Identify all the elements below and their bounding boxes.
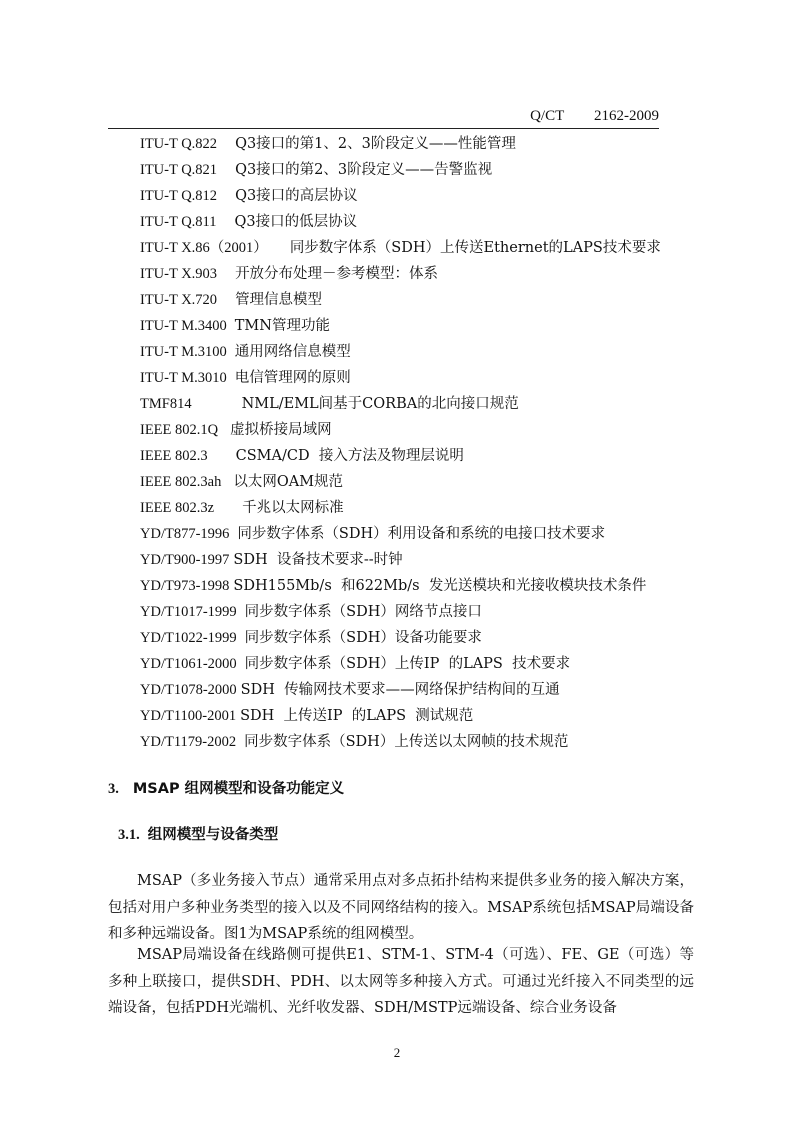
reference-id: YD/T1100-2001	[140, 708, 237, 724]
reference-item	[140, 417, 720, 443]
reference-item	[140, 183, 720, 209]
reference-item	[140, 677, 720, 703]
reference-title: 同步数字体系（SDH）利用设备和系统的电接口技术要求	[237, 526, 606, 542]
reference-id: ITU-T Q.821	[140, 162, 218, 178]
reference-item	[140, 365, 720, 391]
reference-item	[140, 235, 720, 261]
reference-id: ITU-T M.3010	[140, 370, 227, 386]
reference-id: ITU-T Q.811	[140, 214, 217, 230]
reference-title: Q3接口的第1、2、3阶段定义——性能管理	[235, 136, 516, 152]
reference-id: IEEE 802.3ah	[140, 474, 222, 490]
reference-title: CSMA/CD 接入方法及物理层说明	[235, 448, 464, 464]
reference-title: 以太网OAM规范	[233, 474, 344, 490]
reference-item	[140, 287, 720, 313]
reference-id: ITU-T X.720	[140, 292, 218, 308]
reference-id: YD/T900-1997	[140, 552, 230, 568]
reference-title: 同步数字体系（SDH）上传送Ethernet的LAPS技术要求	[289, 240, 661, 256]
reference-title: SDH 设备技术要求--时钟	[233, 552, 403, 568]
reference-title: SDH155Mb/s 和622Mb/s 发光送模块和光接收模块技术条件	[233, 578, 647, 594]
reference-id: IEEE 802.3	[140, 448, 208, 464]
reference-title: SDH 传输网技术要求——网络保护结构间的互通	[240, 682, 560, 698]
section-3-title: MSAP 组网模型和设备功能定义	[132, 781, 345, 797]
standard-code: Q/CT 2162-2009	[530, 108, 659, 124]
reference-item	[140, 339, 720, 365]
reference-item	[140, 703, 720, 729]
reference-id: ITU-T Q.822	[140, 136, 218, 152]
reference-item	[140, 131, 720, 157]
reference-title: SDH 上传送IP 的LAPS 测试规范	[240, 708, 474, 724]
section-3-number: 3.	[108, 781, 119, 797]
reference-id: ITU-T X.86（2001）	[140, 240, 268, 256]
reference-title: Q3接口的低层协议	[234, 214, 358, 230]
reference-title: 虚拟桥接局域网	[230, 422, 332, 438]
reference-item	[140, 547, 720, 573]
reference-item	[140, 209, 720, 235]
reference-item	[140, 521, 720, 547]
reference-item	[140, 625, 720, 651]
reference-id: YD/T1017-1999	[140, 604, 237, 620]
reference-id: ITU-T M.3400	[140, 318, 227, 334]
reference-item	[140, 391, 720, 417]
reference-item	[140, 443, 720, 469]
page-number: 2	[393, 1045, 401, 1060]
reference-title: 通用网络信息模型	[234, 344, 351, 360]
reference-title: 同步数字体系（SDH）网络节点接口	[244, 604, 482, 620]
reference-id: YD/T973-1998	[140, 578, 230, 594]
paragraph-1: MSAP（多业务接入节点）通常采用点对多点拓扑结构来提供多业务的接入解决方案，包括对用户多种业务类型的接入以及不同网络结构的接入。MSAP系统包括MSAP局端设备和多种远端设备。图1为MSAP系统的组网模型。	[108, 873, 694, 942]
reference-id: ITU-T Q.812	[140, 188, 218, 204]
reference-id: TMF814	[140, 396, 192, 412]
reference-title: 管理信息模型	[235, 292, 323, 308]
reference-title: 同步数字体系（SDH）上传IP 的LAPS 技术要求	[244, 656, 571, 672]
section-3-1-title: 组网模型与设备类型	[147, 827, 279, 843]
section-3-heading	[108, 777, 344, 798]
reference-item	[140, 469, 720, 495]
reference-title: 电信管理网的原则	[234, 370, 351, 386]
reference-item	[140, 599, 720, 625]
reference-id: YD/T1022-1999	[140, 630, 237, 646]
reference-title: 开放分布处理－参考模型：体系	[235, 266, 439, 282]
paragraph-2: MSAP局端设备在线路侧可提供E1、STM-1、STM-4（可选）、FE、GE（可选）等多种上联接口，提供SDH、PDH、以太网等多种接入方式。可通过光纤接入不同类型的远端设备，包括PDH光端机、光纤收发器、SDH/MSTP远端设备、综合业务设备	[108, 947, 694, 1016]
reference-title: Q3接口的第2、3阶段定义——告警监视	[235, 162, 493, 178]
reference-id: ITU-T M.3100	[140, 344, 227, 360]
reference-id: YD/T1078-2000	[140, 682, 237, 698]
reference-id: IEEE 802.1Q	[140, 422, 219, 438]
reference-item	[140, 573, 720, 599]
section-3-1-heading	[118, 823, 278, 844]
reference-item	[140, 651, 720, 677]
reference-id: YD/T1061-2000	[140, 656, 237, 672]
reference-id: ITU-T X.903	[140, 266, 218, 282]
reference-title: NML/EML间基于CORBA的北向接口规范	[241, 396, 519, 412]
reference-item	[140, 495, 720, 521]
reference-title: TMN管理功能	[234, 318, 330, 334]
reference-id: YD/T877-1996	[140, 526, 230, 542]
reference-title: 千兆以太网标准	[242, 500, 344, 516]
reference-title: 同步数字体系（SDH）设备功能要求	[244, 630, 482, 646]
reference-item	[140, 729, 720, 755]
reference-id: IEEE 802.3z	[140, 500, 215, 516]
reference-item	[140, 313, 720, 339]
reference-item	[140, 157, 720, 183]
page-header	[108, 106, 659, 129]
reference-title: Q3接口的高层协议	[235, 188, 358, 204]
reference-list	[140, 131, 720, 755]
section-3-1-number: 3.1.	[118, 827, 140, 843]
reference-item	[140, 261, 720, 287]
reference-id: YD/T1179-2002	[140, 734, 237, 750]
reference-title: 同步数字体系（SDH）上传送以太网帧的技术规范	[244, 734, 569, 750]
